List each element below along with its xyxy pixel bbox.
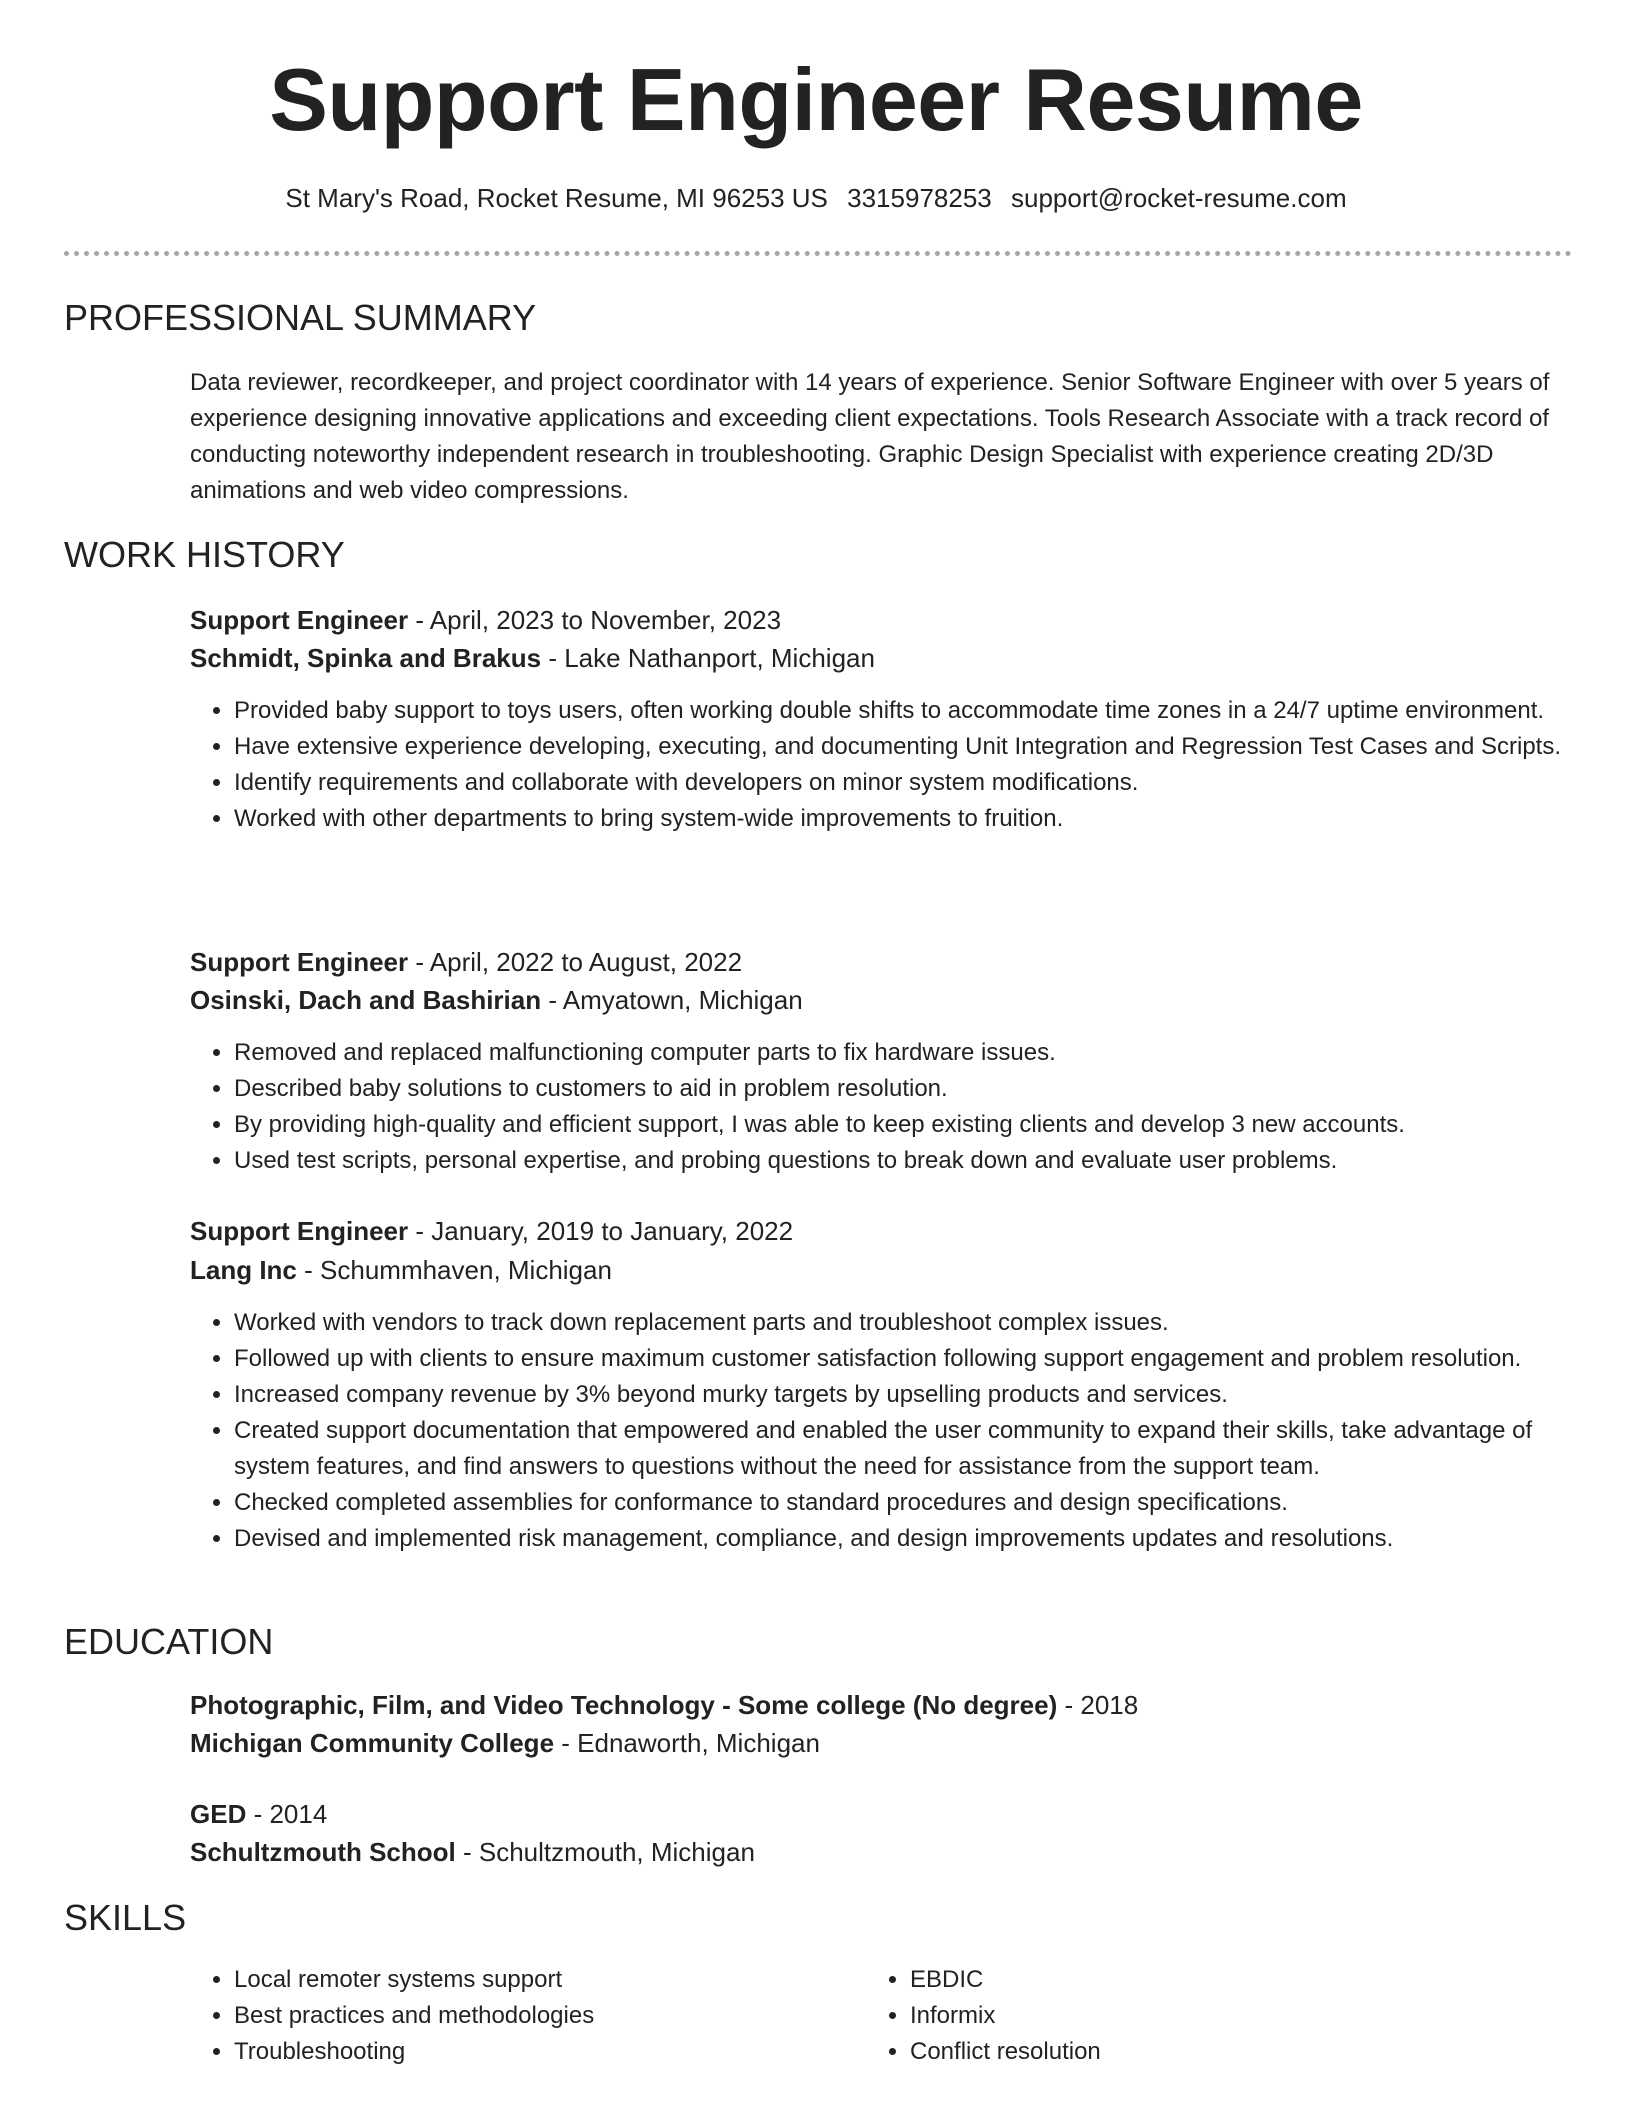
job-company-line	[190, 1251, 612, 1289]
education-school-line	[190, 1724, 820, 1762]
contact-email: support@rocket-resume.com	[1010, 183, 1347, 213]
skill-item: • Local remoter systems support	[234, 1962, 874, 1998]
header-divider	[64, 251, 1572, 256]
job-title: Support Engineer	[190, 947, 409, 977]
job-company: Osinski, Dach and Bashirian	[190, 985, 542, 1015]
contact-phone: 3315978253	[847, 183, 992, 213]
job-location: - Amyatown, Michigan	[548, 985, 803, 1015]
skills-list-left	[190, 1962, 874, 2070]
list-item: • Identify requirements and collaborate with developers on minor system modifications.	[234, 765, 1614, 801]
education-school-line	[190, 1833, 755, 1871]
summary-text: Data reviewer, recordkeeper, and project coordinator with 14 years of experience. Senior Software Engineer with over 5 years of experience designing innovative applications and exceeding client expectations. Tools Research Associate with a track record of conducting noteworthy independent research in troubleshooting. Graphic Design Specialist with experience creating 2D/3D animations and web video compressions.	[190, 369, 1550, 504]
education-location: - Ednaworth, Michigan	[561, 1728, 820, 1758]
job-location: - Schummhaven, Michigan	[304, 1255, 612, 1285]
education-location: - Schultzmouth, Michigan	[463, 1837, 755, 1867]
list-item: • Created support documentation that empowered and enabled the user community to expand their skills, take advantage of system features, and find answers to questions without the need for assistance from the support team.	[234, 1413, 1614, 1485]
job-dates: - April, 2023 to November, 2023	[415, 605, 782, 635]
education-degree: Photographic, Film, and Video Technology - Some college (No degree)	[190, 1690, 1058, 1720]
job-company-line	[190, 981, 803, 1019]
education-year: - 2018	[1064, 1690, 1139, 1720]
job-company-line	[190, 639, 875, 677]
list-item: • By providing high-quality and efficient support, I was able to keep existing clients and develop 3 new accounts.	[234, 1107, 1614, 1143]
contact-address: St Mary's Road, Rocket Resume, MI 96253 US	[285, 183, 828, 213]
job-title: Support Engineer	[190, 605, 409, 635]
education-school: Schultzmouth School	[190, 1837, 456, 1867]
skill-item: • Best practices and methodologies	[234, 1998, 874, 2034]
list-item: • Removed and replaced malfunctioning computer parts to fix hardware issues.	[234, 1035, 1614, 1071]
list-item: • Worked with other departments to bring system-wide improvements to fruition.	[234, 801, 1614, 837]
education-degree-line	[190, 1795, 327, 1833]
list-item: • Have extensive experience developing, executing, and documenting Unit Integration and Regression Test Cases and Scripts.	[234, 729, 1614, 765]
job-title: Support Engineer	[190, 1216, 409, 1246]
summary-heading: PROFESSIONAL SUMMARY	[64, 297, 537, 338]
skills-list-right	[866, 1962, 1550, 2070]
list-item: • Described baby solutions to customers to aid in problem resolution.	[234, 1071, 1614, 1107]
job-title-line	[190, 943, 742, 981]
job-title-line	[190, 1212, 793, 1250]
skill-item: • Conflict resolution	[910, 2034, 1550, 2070]
job-company: Schmidt, Spinka and Brakus	[190, 643, 542, 673]
education-degree-line	[190, 1686, 1138, 1724]
list-item: • Checked completed assemblies for conformance to standard procedures and design specifications.	[234, 1485, 1614, 1521]
job-dates: - April, 2022 to August, 2022	[415, 947, 743, 977]
job-location: - Lake Nathanport, Michigan	[548, 643, 875, 673]
list-item: • Worked with vendors to track down replacement parts and troubleshoot complex issues.	[234, 1305, 1614, 1341]
job-title-line	[190, 601, 781, 639]
list-item: • Used test scripts, personal expertise, and probing questions to break down and evaluate user problems.	[234, 1143, 1614, 1179]
job-bullets	[190, 693, 1614, 837]
education-year: - 2014	[253, 1799, 328, 1829]
job-bullets	[190, 1035, 1614, 1179]
work-history-heading: WORK HISTORY	[64, 534, 345, 575]
resume-title: Support Engineer Resume	[269, 50, 1363, 149]
job-dates: - January, 2019 to January, 2022	[415, 1216, 794, 1246]
skill-item: • Troubleshooting	[234, 2034, 874, 2070]
contact-line	[0, 183, 1632, 214]
education-heading: EDUCATION	[64, 1621, 274, 1662]
list-item: • Provided baby support to toys users, often working double shifts to accommodate time zones in a 24/7 uptime environment.	[234, 693, 1614, 729]
education-school: Michigan Community College	[190, 1728, 555, 1758]
list-item: • Followed up with clients to ensure maximum customer satisfaction following support engagement and problem resolution.	[234, 1341, 1614, 1377]
job-bullets	[190, 1305, 1614, 1557]
list-item: • Increased company revenue by 3% beyond murky targets by upselling products and services.	[234, 1377, 1614, 1413]
job-company: Lang Inc	[190, 1255, 297, 1285]
education-degree: GED	[190, 1799, 247, 1829]
skill-item: • Informix	[910, 1998, 1550, 2034]
skill-item: • EBDIC	[910, 1962, 1550, 1998]
skills-heading: SKILLS	[64, 1897, 187, 1938]
list-item: • Devised and implemented risk management, compliance, and design improvements updates and resolutions.	[234, 1521, 1614, 1557]
